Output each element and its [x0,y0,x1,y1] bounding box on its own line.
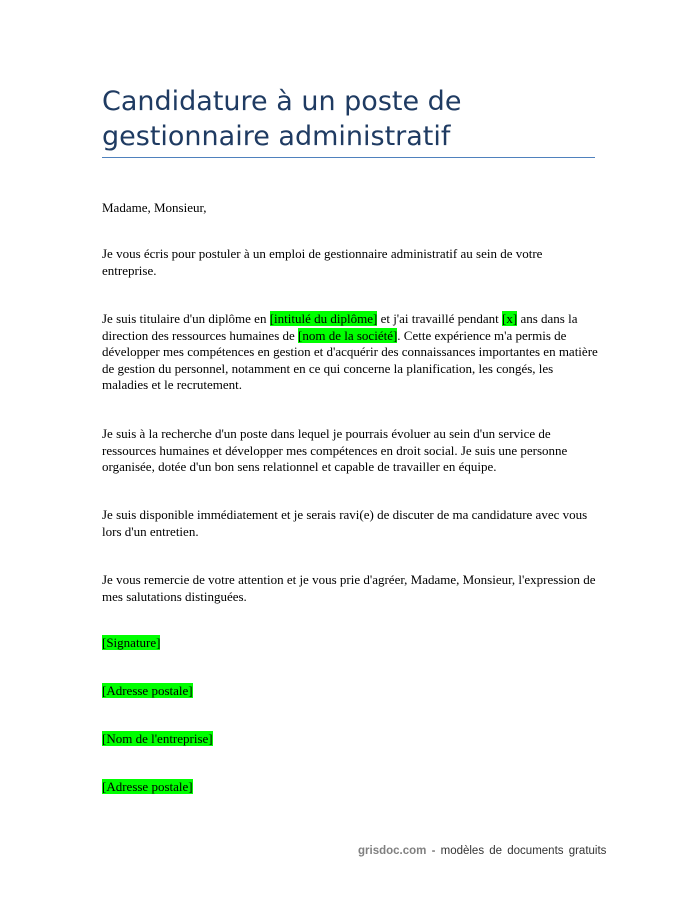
placeholder-company: [nom de la société] [298,327,398,343]
signature-placeholder [102,635,598,652]
address-placeholder-1 [102,683,598,700]
footer [358,845,606,857]
document-title: Candidature à un poste de gestionnaire administratif [102,86,462,152]
address-text-1: [Adresse postale] [102,683,193,698]
signature-text: [Signature] [102,635,161,650]
paragraph-availability: Je suis disponible immédiatement et je serais ravi(e) de discuter de ma candidature avec vous lors d'un entretien. [102,507,588,539]
paragraph-experience-text-4: . Cette expérience m'a permis de développer mes compétences en gestion et d'acquérir des connaissances importantes en matière de gestion du personnel, notamment en ce qui concerne la planification, les congés, les maladies et le recrutement. [102,327,598,392]
placeholder-diploma: [intitulé du diplôme] [269,311,378,326]
salutation: Madame, Monsieur, [102,200,207,215]
footer-tagline: - modèles de documents gratuits [426,845,607,857]
paragraph-closing: Je vous remercie de votre attention et je vous prie d'agréer, Madame, Monsieur, l'expression de mes salutations distinguées. [102,572,596,604]
title-underline [102,157,595,158]
paragraph-experience-text-3: ans dans la direction des ressources humaines de [102,311,578,343]
paragraph-experience [102,311,598,394]
placeholder-years: [x] [502,311,518,326]
footer-brand-link[interactable]: grisdoc.com [358,845,427,857]
company-placeholder [102,731,598,748]
paragraph-experience-text-2: et j'ai travaillé pendant [377,311,503,326]
company-text: [Nom de l'entreprise] [102,731,213,746]
paragraph-intro: Je vous écris pour postuler à un emploi de gestionnaire administratif au sein de votre entreprise. [102,246,543,278]
paragraph-experience-text-1: Je suis titulaire d'un diplôme en [102,311,270,326]
address-text-2: [Adresse postale] [102,779,193,794]
address-placeholder-2 [102,779,598,796]
paragraph-goals: Je suis à la recherche d'un poste dans lequel je pourrais évoluer au sein d'un service de ressources humaines et développer mes compétences en droit social. Je suis une personne organisée, dotée d'un bon sens relationnel et capable de travailler en équipe. [102,426,568,474]
